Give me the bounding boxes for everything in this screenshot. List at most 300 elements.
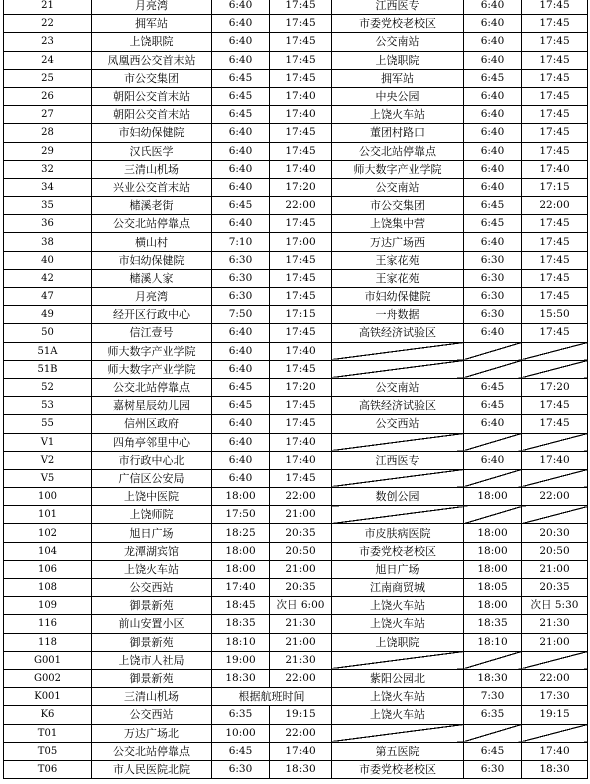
terminal-a-first-bus: 6:45 [212, 378, 270, 396]
terminal-b-station: 中央公园 [332, 87, 464, 105]
terminal-b-last-bus: 20:50 [522, 542, 588, 560]
terminal-a-last-bus: 22:00 [270, 488, 332, 506]
terminal-b-first-bus: 6:45 [464, 378, 522, 396]
terminal-a-station: 槠溪老街 [92, 197, 212, 215]
terminal-b-station: 高铁经济试验区 [332, 397, 464, 415]
table-row [4, 633, 588, 651]
terminal-a-station: 三清山机场 [92, 688, 212, 706]
terminal-a-station: 前山安置小区 [92, 615, 212, 633]
terminal-b-station: 上饶火车站 [332, 688, 464, 706]
terminal-a-last-bus: 17:45 [270, 251, 332, 269]
terminal-a-first-bus: 6:45 [212, 197, 270, 215]
terminal-a-first-bus: 6:40 [212, 342, 270, 360]
terminal-b-station: 市公交集团 [332, 197, 464, 215]
terminal-b-station: 王家花苑 [332, 269, 464, 287]
terminal-b-last-bus: 17:45 [522, 215, 588, 233]
terminal-b-first-bus: 6:40 [464, 142, 522, 160]
table-row [4, 542, 588, 560]
terminal-a-first-bus: 6:45 [212, 69, 270, 87]
terminal-a-last-bus: 17:45 [270, 142, 332, 160]
terminal-b-station: 江西医专 [332, 451, 464, 469]
terminal-a-station: 信江壹号 [92, 324, 212, 342]
terminal-b-station: 高铁经济试验区 [332, 324, 464, 342]
terminal-b-first-bus: 18:30 [464, 669, 522, 687]
route-number: 102 [4, 524, 92, 542]
table-row [4, 142, 588, 160]
table-row [4, 87, 588, 105]
terminal-b-first-bus: 6:40 [464, 160, 522, 178]
table-row [4, 469, 588, 487]
route-number: 38 [4, 233, 92, 251]
terminal-b-last-bus: 17:45 [522, 15, 588, 33]
terminal-b-station: 上饶火车站 [332, 615, 464, 633]
terminal-b-first-bus: 6:40 [464, 33, 522, 51]
route-number: 26 [4, 87, 92, 105]
terminal-b-last-bus: 17:40 [522, 451, 588, 469]
terminal-a-first-bus: 18:30 [212, 669, 270, 687]
terminal-b-last-bus: 17:45 [522, 269, 588, 287]
terminal-b-station: 上饶火车站 [332, 106, 464, 124]
table-row [4, 506, 588, 524]
route-number: 25 [4, 69, 92, 87]
terminal-b-last-bus: 17:45 [522, 124, 588, 142]
terminal-b-empty-cell [522, 651, 588, 669]
route-number: 36 [4, 215, 92, 233]
terminal-a-first-bus: 6:40 [212, 51, 270, 69]
terminal-b-station: 江南商贸城 [332, 579, 464, 597]
table-row [4, 724, 588, 742]
table-row [4, 233, 588, 251]
terminal-b-first-bus: 6:30 [464, 306, 522, 324]
terminal-b-last-bus: 17:45 [522, 288, 588, 306]
table-row [4, 597, 588, 615]
terminal-a-station: 上饶职院 [92, 33, 212, 51]
terminal-b-first-bus: 6:40 [464, 0, 522, 15]
terminal-b-last-bus: 17:45 [522, 0, 588, 15]
terminal-a-station: 御景新苑 [92, 597, 212, 615]
terminal-a-station: 横山村 [92, 233, 212, 251]
terminal-b-station: 旭日广场 [332, 560, 464, 578]
route-number: 100 [4, 488, 92, 506]
terminal-b-last-bus: 19:15 [522, 706, 588, 724]
terminal-a-station: 四角亭邻里中心 [92, 433, 212, 451]
terminal-b-station: 董团村路口 [332, 124, 464, 142]
table-row [4, 688, 588, 706]
terminal-a-station: 朝阳公交首末站 [92, 87, 212, 105]
terminal-a-first-bus: 6:30 [212, 251, 270, 269]
table-row [4, 215, 588, 233]
table-row [4, 288, 588, 306]
table-row [4, 160, 588, 178]
terminal-a-first-bus: 6:40 [212, 0, 270, 15]
terminal-a-station: 旭日广场 [92, 524, 212, 542]
terminal-a-first-bus: 6:35 [212, 706, 270, 724]
terminal-a-first-bus: 6:45 [212, 742, 270, 760]
terminal-b-station: 万达广场西 [332, 233, 464, 251]
table-row [4, 451, 588, 469]
route-number: 109 [4, 597, 92, 615]
table-row [4, 651, 588, 669]
terminal-b-empty-cell [464, 360, 522, 378]
terminal-b-first-bus: 6:40 [464, 178, 522, 196]
terminal-b-last-bus: 21:00 [522, 633, 588, 651]
terminal-b-last-bus: 17:45 [522, 397, 588, 415]
route-number: 52 [4, 378, 92, 396]
terminal-a-first-bus: 6:30 [212, 288, 270, 306]
terminal-b-first-bus: 6:40 [464, 87, 522, 105]
route-number: 51B [4, 360, 92, 378]
terminal-a-last-bus: 17:45 [270, 0, 332, 15]
route-number: 34 [4, 178, 92, 196]
terminal-b-station: 数创公园 [332, 488, 464, 506]
terminal-b-first-bus: 6:45 [464, 742, 522, 760]
table-row [4, 560, 588, 578]
terminal-a-station: 上饶火车站 [92, 560, 212, 578]
terminal-a-station: 朝阳公交首末站 [92, 106, 212, 124]
terminal-a-station: 经开区行政中心 [92, 306, 212, 324]
terminal-a-first-bus: 18:00 [212, 560, 270, 578]
route-number: V5 [4, 469, 92, 487]
terminal-b-first-bus: 6:30 [464, 760, 522, 778]
terminal-b-station: 市委党校老校区 [332, 15, 464, 33]
route-number: T01 [4, 724, 92, 742]
table-row [4, 106, 588, 124]
terminal-a-station: 汉氏医学 [92, 142, 212, 160]
terminal-a-first-bus: 18:45 [212, 597, 270, 615]
terminal-a-last-bus: 21:00 [270, 560, 332, 578]
terminal-a-first-bus: 6:40 [212, 160, 270, 178]
terminal-a-station: 市公交集团 [92, 69, 212, 87]
table-row [4, 433, 588, 451]
terminal-b-first-bus: 18:00 [464, 488, 522, 506]
terminal-a-last-bus: 17:00 [270, 233, 332, 251]
terminal-b-station: 上饶火车站 [332, 706, 464, 724]
table-row [4, 15, 588, 33]
terminal-b-station: 公交南站 [332, 178, 464, 196]
table-row [4, 615, 588, 633]
terminal-a-last-bus: 21:00 [270, 506, 332, 524]
terminal-b-empty-cell [464, 724, 522, 742]
terminal-a-station: 广信区公安局 [92, 469, 212, 487]
terminal-b-last-bus: 17:40 [522, 160, 588, 178]
terminal-b-empty-cell [522, 469, 588, 487]
terminal-b-station: 上饶火车站 [332, 597, 464, 615]
terminal-b-first-bus: 6:30 [464, 269, 522, 287]
route-number: G002 [4, 669, 92, 687]
route-number: 21 [4, 0, 92, 15]
terminal-b-first-bus: 18:10 [464, 633, 522, 651]
terminal-a-first-bus: 6:45 [212, 106, 270, 124]
terminal-a-station: 市人民医院北院 [92, 760, 212, 778]
table-row [4, 378, 588, 396]
terminal-a-last-bus: 17:40 [270, 342, 332, 360]
terminal-b-station: 第五医院 [332, 742, 464, 760]
terminal-b-empty-cell [332, 342, 464, 360]
terminal-b-first-bus: 6:40 [464, 233, 522, 251]
terminal-a-first-bus: 18:00 [212, 542, 270, 560]
terminal-b-station: 上饶集中营 [332, 215, 464, 233]
route-number: 40 [4, 251, 92, 269]
terminal-a-last-bus: 18:30 [270, 760, 332, 778]
route-number: T05 [4, 742, 92, 760]
table-row [4, 69, 588, 87]
terminal-b-last-bus: 22:00 [522, 197, 588, 215]
terminal-b-last-bus: 17:45 [522, 324, 588, 342]
route-number: 29 [4, 142, 92, 160]
terminal-b-last-bus: 22:00 [522, 669, 588, 687]
terminal-a-station: 公交北站停靠点 [92, 742, 212, 760]
terminal-b-station: 公交西站 [332, 415, 464, 433]
terminal-b-last-bus: 17:45 [522, 251, 588, 269]
terminal-a-station: 信州区政府 [92, 415, 212, 433]
route-number: G001 [4, 651, 92, 669]
terminal-a-station: 市妇幼保健院 [92, 251, 212, 269]
terminal-a-last-bus: 22:00 [270, 669, 332, 687]
route-number: 104 [4, 542, 92, 560]
terminal-b-last-bus: 15:50 [522, 306, 588, 324]
terminal-a-last-bus: 17:45 [270, 51, 332, 69]
terminal-b-station: 市委党校老校区 [332, 542, 464, 560]
terminal-a-last-bus: 17:45 [270, 15, 332, 33]
route-number: 23 [4, 33, 92, 51]
terminal-a-last-bus: 17:40 [270, 742, 332, 760]
terminal-a-last-bus: 17:45 [270, 415, 332, 433]
terminal-a-station: 上饶市人社局 [92, 651, 212, 669]
terminal-b-empty-cell [332, 651, 464, 669]
route-number: K6 [4, 706, 92, 724]
terminal-b-first-bus: 6:35 [464, 706, 522, 724]
terminal-a-station: 万达广场北 [92, 724, 212, 742]
table-row [4, 33, 588, 51]
terminal-a-first-bus: 6:40 [212, 360, 270, 378]
route-number: 47 [4, 288, 92, 306]
terminal-a-last-bus: 17:45 [270, 215, 332, 233]
terminal-a-first-bus: 6:40 [212, 178, 270, 196]
terminal-a-last-bus: 17:20 [270, 178, 332, 196]
terminal-b-last-bus: 20:35 [522, 579, 588, 597]
table-row [4, 524, 588, 542]
route-number: 108 [4, 579, 92, 597]
terminal-b-station: 上饶职院 [332, 633, 464, 651]
terminal-b-station: 上饶职院 [332, 51, 464, 69]
terminal-b-last-bus: 17:45 [522, 51, 588, 69]
terminal-b-station: 公交南站 [332, 33, 464, 51]
terminal-b-last-bus: 22:00 [522, 488, 588, 506]
route-number: 24 [4, 51, 92, 69]
terminal-a-station: 月亮湾 [92, 0, 212, 15]
terminal-a-station: 市行政中心北 [92, 451, 212, 469]
route-number: V2 [4, 451, 92, 469]
terminal-b-first-bus: 18:35 [464, 615, 522, 633]
terminal-a-station: 拥军站 [92, 15, 212, 33]
terminal-a-last-bus: 17:40 [270, 106, 332, 124]
terminal-a-first-bus: 6:40 [212, 415, 270, 433]
terminal-b-station: 市委党校老校区 [332, 760, 464, 778]
terminal-a-station: 市妇幼保健院 [92, 124, 212, 142]
terminal-a-first-bus: 6:40 [212, 469, 270, 487]
route-number: 51A [4, 342, 92, 360]
terminal-b-last-bus: 17:45 [522, 142, 588, 160]
table-row [4, 488, 588, 506]
terminal-a-first-bus: 17:50 [212, 506, 270, 524]
terminal-b-empty-cell [332, 506, 464, 524]
terminal-a-last-bus: 17:15 [270, 306, 332, 324]
route-number: 32 [4, 160, 92, 178]
terminal-b-empty-cell [522, 433, 588, 451]
terminal-a-station: 御景新苑 [92, 669, 212, 687]
table-row [4, 342, 588, 360]
table-row [4, 306, 588, 324]
terminal-b-last-bus: 17:45 [522, 415, 588, 433]
terminal-b-last-bus: 17:45 [522, 106, 588, 124]
terminal-b-first-bus: 18:00 [464, 542, 522, 560]
table-row [4, 0, 588, 15]
terminal-a-station: 公交西站 [92, 579, 212, 597]
terminal-a-times: 根据航班时间 [212, 688, 332, 706]
route-number: 101 [4, 506, 92, 524]
terminal-a-last-bus: 17:45 [270, 360, 332, 378]
terminal-a-station: 龙潭湖宾馆 [92, 542, 212, 560]
terminal-b-empty-cell [464, 342, 522, 360]
terminal-b-empty-cell [332, 469, 464, 487]
terminal-a-station: 上饶中医院 [92, 488, 212, 506]
table-row [4, 197, 588, 215]
terminal-a-station: 师大数字产业学院 [92, 360, 212, 378]
route-number: 49 [4, 306, 92, 324]
terminal-b-first-bus: 6:40 [464, 124, 522, 142]
terminal-a-station: 凤凰西公交首末站 [92, 51, 212, 69]
terminal-b-station: 一舟数据 [332, 306, 464, 324]
terminal-b-first-bus: 6:40 [464, 15, 522, 33]
table-row [4, 124, 588, 142]
terminal-a-last-bus: 17:40 [270, 87, 332, 105]
route-number: 27 [4, 106, 92, 124]
terminal-a-station: 师大数字产业学院 [92, 342, 212, 360]
terminal-a-station: 兴业公交首末站 [92, 178, 212, 196]
terminal-a-last-bus: 17:40 [270, 451, 332, 469]
terminal-b-last-bus: 21:30 [522, 615, 588, 633]
terminal-b-first-bus: 6:30 [464, 288, 522, 306]
terminal-a-station: 公交北站停靠点 [92, 378, 212, 396]
table-row [4, 360, 588, 378]
terminal-b-empty-cell [464, 469, 522, 487]
terminal-b-first-bus: 6:40 [464, 451, 522, 469]
terminal-b-station: 拥军站 [332, 69, 464, 87]
terminal-a-last-bus: 17:45 [270, 288, 332, 306]
terminal-b-empty-cell [464, 506, 522, 524]
terminal-a-first-bus: 18:10 [212, 633, 270, 651]
terminal-b-first-bus: 6:45 [464, 69, 522, 87]
terminal-b-empty-cell [464, 433, 522, 451]
table-row [4, 742, 588, 760]
terminal-b-last-bus: 17:45 [522, 87, 588, 105]
terminal-b-station: 王家花苑 [332, 251, 464, 269]
bus-schedule-table [3, 0, 588, 779]
terminal-b-first-bus: 18:00 [464, 597, 522, 615]
terminal-b-station: 公交南站 [332, 378, 464, 396]
terminal-b-last-bus: 21:00 [522, 560, 588, 578]
route-number: 53 [4, 397, 92, 415]
terminal-b-first-bus: 6:30 [464, 251, 522, 269]
terminal-a-last-bus: 20:35 [270, 524, 332, 542]
terminal-b-last-bus: 20:30 [522, 524, 588, 542]
terminal-a-first-bus: 6:40 [212, 33, 270, 51]
terminal-a-first-bus: 6:40 [212, 324, 270, 342]
table-row [4, 324, 588, 342]
terminal-a-first-bus: 6:45 [212, 397, 270, 415]
terminal-a-last-bus: 17:40 [270, 433, 332, 451]
terminal-a-last-bus: 21:30 [270, 651, 332, 669]
terminal-b-first-bus: 18:05 [464, 579, 522, 597]
terminal-a-last-bus: 17:45 [270, 269, 332, 287]
table-row [4, 51, 588, 69]
table-row [4, 669, 588, 687]
terminal-a-first-bus: 6:40 [212, 142, 270, 160]
terminal-b-first-bus: 18:00 [464, 560, 522, 578]
terminal-b-first-bus: 7:30 [464, 688, 522, 706]
terminal-a-first-bus: 6:45 [212, 87, 270, 105]
table-row [4, 706, 588, 724]
terminal-a-first-bus: 19:00 [212, 651, 270, 669]
terminal-a-last-bus: 17:45 [270, 324, 332, 342]
terminal-b-first-bus: 6:45 [464, 215, 522, 233]
terminal-b-last-bus: 17:45 [522, 233, 588, 251]
route-number: 28 [4, 124, 92, 142]
terminal-b-station: 市皮肤病医院 [332, 524, 464, 542]
terminal-a-last-bus: 次日 6:00 [270, 597, 332, 615]
terminal-b-empty-cell [332, 360, 464, 378]
route-number: 42 [4, 269, 92, 287]
route-number: V1 [4, 433, 92, 451]
terminal-a-first-bus: 18:35 [212, 615, 270, 633]
terminal-b-empty-cell [522, 342, 588, 360]
terminal-a-first-bus: 18:00 [212, 488, 270, 506]
terminal-a-station: 月亮湾 [92, 288, 212, 306]
terminal-b-empty-cell [464, 651, 522, 669]
terminal-a-first-bus: 18:25 [212, 524, 270, 542]
terminal-b-last-bus: 17:40 [522, 742, 588, 760]
terminal-b-empty-cell [522, 506, 588, 524]
terminal-a-first-bus: 6:40 [212, 215, 270, 233]
terminal-a-station: 公交北站停靠点 [92, 215, 212, 233]
terminal-a-last-bus: 20:50 [270, 542, 332, 560]
terminal-a-last-bus: 17:45 [270, 469, 332, 487]
terminal-a-last-bus: 22:00 [270, 724, 332, 742]
terminal-a-first-bus: 6:40 [212, 15, 270, 33]
terminal-b-last-bus: 17:30 [522, 688, 588, 706]
terminal-b-last-bus: 17:45 [522, 69, 588, 87]
table-row [4, 251, 588, 269]
terminal-b-station: 江西医专 [332, 0, 464, 15]
terminal-a-last-bus: 20:35 [270, 579, 332, 597]
terminal-a-first-bus: 6:30 [212, 269, 270, 287]
terminal-b-first-bus: 6:40 [464, 106, 522, 124]
terminal-a-last-bus: 19:15 [270, 706, 332, 724]
route-number: 55 [4, 415, 92, 433]
terminal-b-last-bus: 17:45 [522, 33, 588, 51]
route-number: T06 [4, 760, 92, 778]
route-number: 118 [4, 633, 92, 651]
route-number: 116 [4, 615, 92, 633]
terminal-b-first-bus: 6:40 [464, 324, 522, 342]
route-number: 22 [4, 15, 92, 33]
terminal-b-station: 公交北站停靠点 [332, 142, 464, 160]
table-row [4, 397, 588, 415]
route-number: 106 [4, 560, 92, 578]
table-row [4, 415, 588, 433]
terminal-a-last-bus: 22:00 [270, 197, 332, 215]
terminal-a-first-bus: 17:40 [212, 579, 270, 597]
